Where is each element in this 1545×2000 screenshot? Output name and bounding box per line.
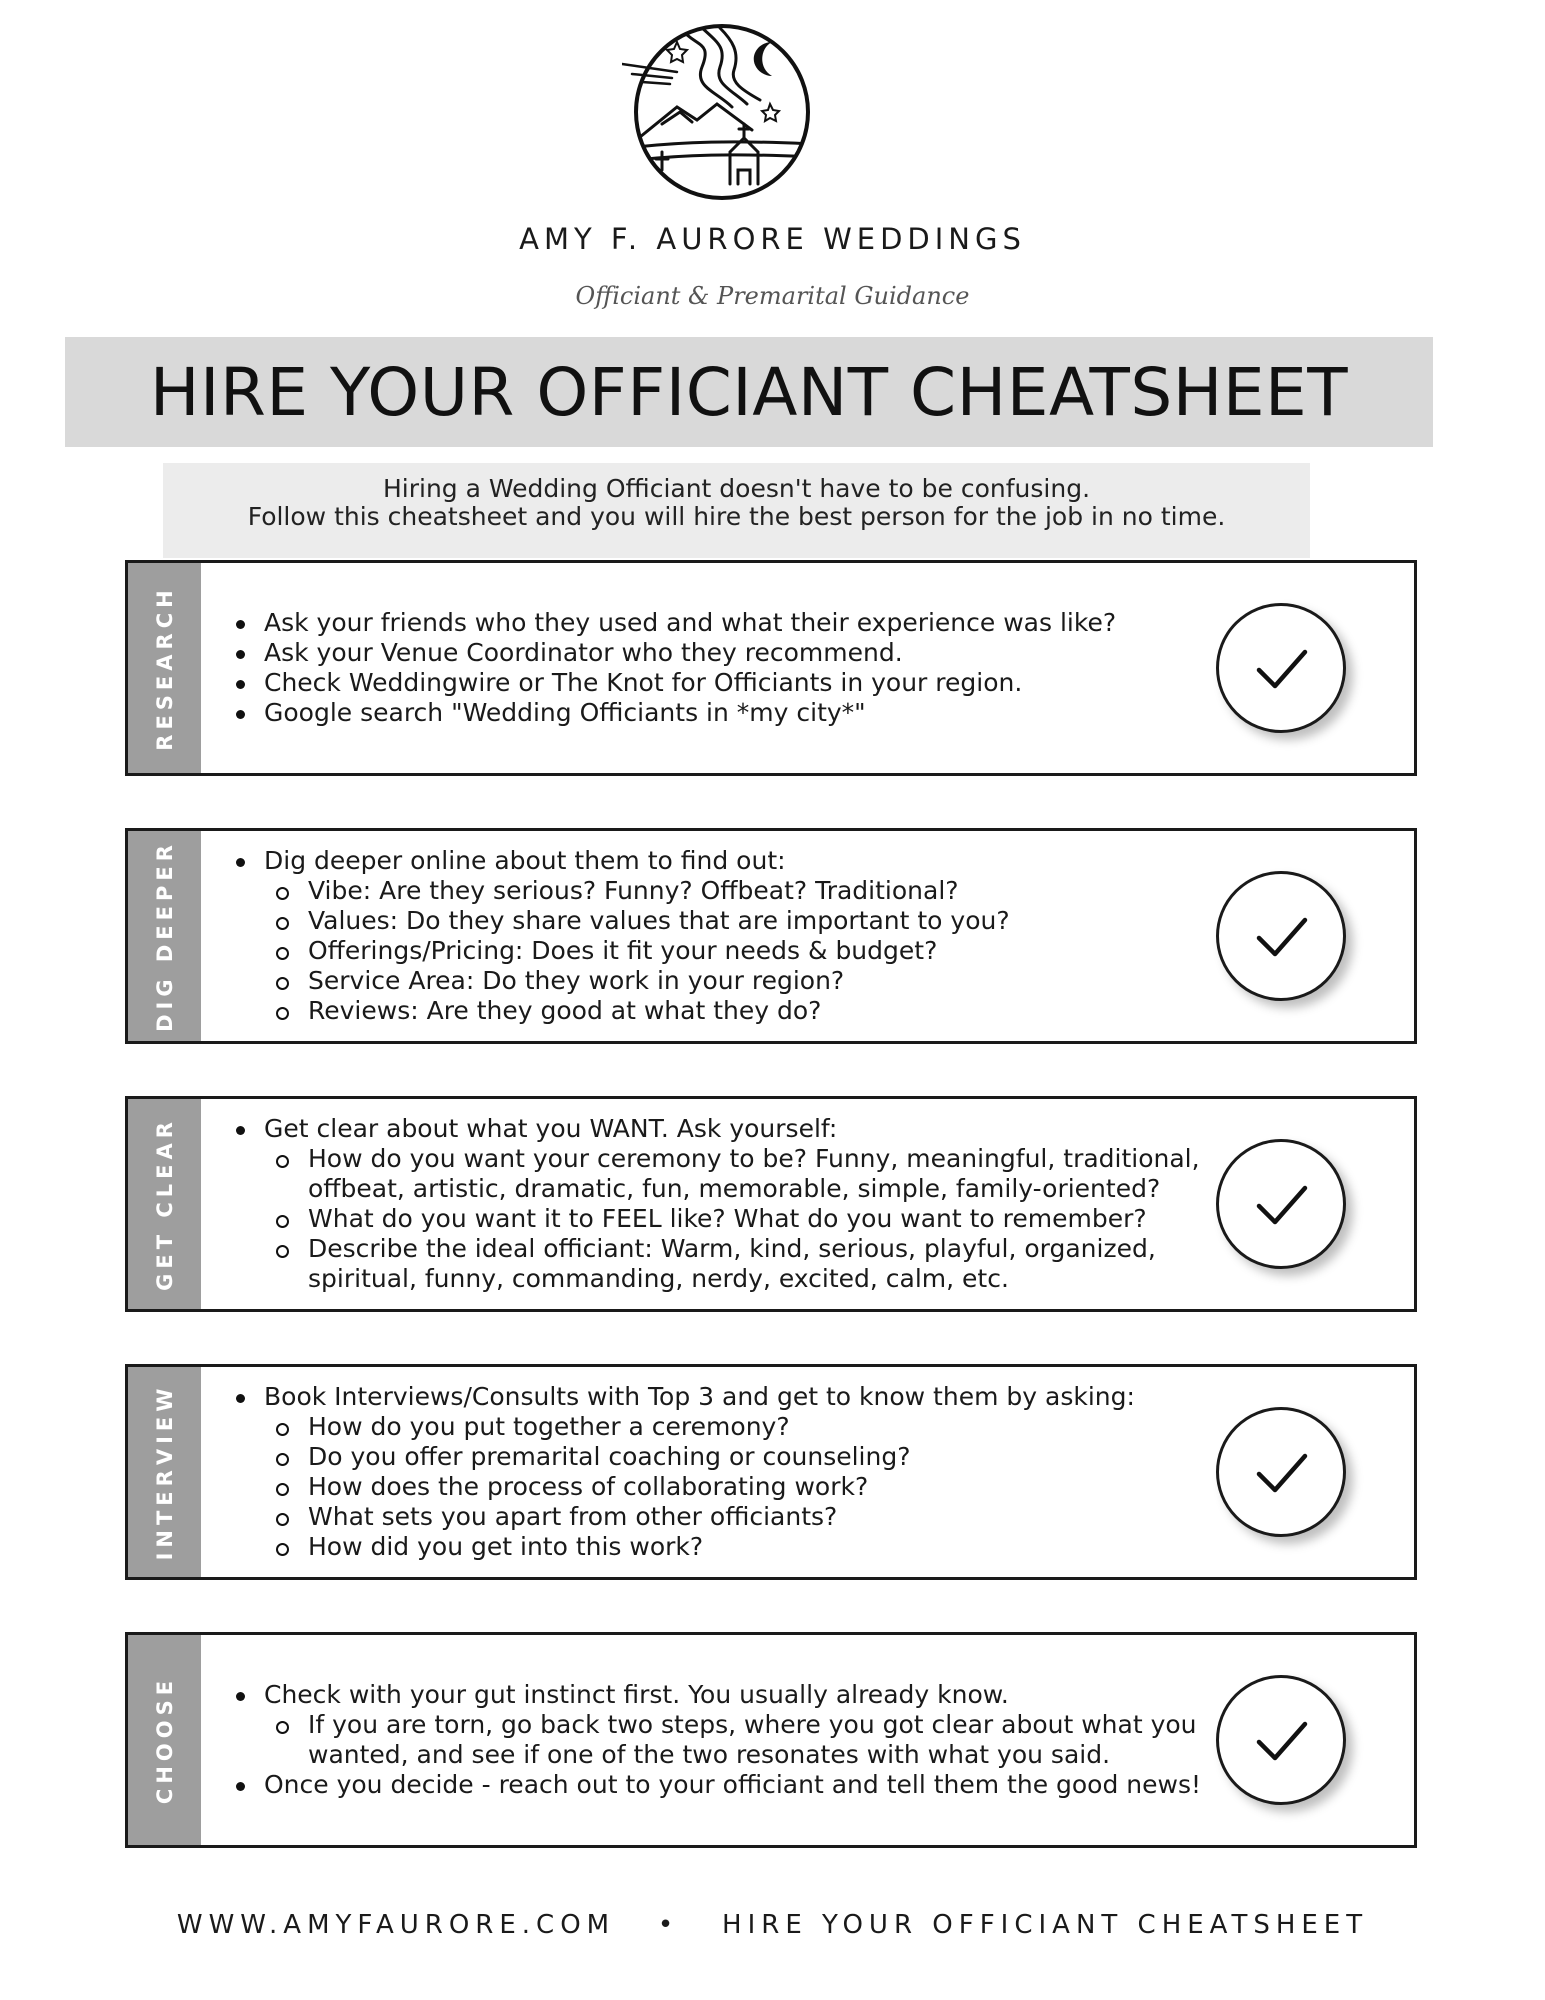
step-label: RESEARCH xyxy=(152,585,177,751)
step-tab xyxy=(128,1635,201,1845)
sub-bullet-item: Offerings/Pricing: Does it fit your needs & budget? xyxy=(228,936,1224,966)
step-card-interview xyxy=(125,1364,1417,1580)
aurora-church-logo xyxy=(622,12,812,202)
sub-bullet-item: Values: Do they share values that are important to you? xyxy=(228,906,1224,936)
bullet-item: Check with your gut instinct first. You usually already know. xyxy=(228,1680,1224,1710)
step-card-dig-deeper xyxy=(125,828,1417,1044)
bullet-item: Dig deeper online about them to find out: xyxy=(228,846,1224,876)
sub-bullet-item: How do you want your ceremony to be? Funny, meaningful, traditional, offbeat, artistic, dramatic, fun, memorable, simple, family-oriented? xyxy=(228,1144,1224,1204)
sub-bullet-item: If you are torn, go back two steps, where you got clear about what you wanted, and see if one of the two resonates with what you said. xyxy=(228,1710,1224,1770)
brand-tagline: Officiant & Premarital Guidance xyxy=(575,282,970,310)
step-body xyxy=(228,831,1224,1041)
checkmark-circle-icon[interactable] xyxy=(1216,1675,1346,1805)
sub-bullet-item: How did you get into this work? xyxy=(228,1532,1224,1562)
step-body xyxy=(228,1635,1224,1845)
bullet-item: Check Weddingwire or The Knot for Officiants in your region. xyxy=(228,668,1224,698)
checkmark-circle-icon[interactable] xyxy=(1216,603,1346,733)
bullet-item: Ask your Venue Coordinator who they recommend. xyxy=(228,638,1224,668)
step-body xyxy=(228,1367,1224,1577)
sub-bullet-item: What sets you apart from other officiants? xyxy=(228,1502,1224,1532)
bullet-item: Once you decide - reach out to your officiant and tell them the good news! xyxy=(228,1770,1224,1800)
step-tab xyxy=(128,831,201,1041)
step-body xyxy=(228,1099,1224,1309)
sub-bullet-item: Vibe: Are they serious? Funny? Offbeat? Traditional? xyxy=(228,876,1224,906)
checkmark-circle-icon[interactable] xyxy=(1216,871,1346,1001)
title-band xyxy=(65,337,1433,447)
brand-name: AMY F. AURORE WEDDINGS xyxy=(519,222,1026,256)
step-label: CHOOSE xyxy=(152,1675,177,1805)
sub-bullet-item: Describe the ideal officiant: Warm, kind, serious, playful, organized, spiritual, funny, commanding, nerdy, excited, calm, etc. xyxy=(228,1234,1224,1294)
sub-bullet-item: Service Area: Do they work in your region? xyxy=(228,966,1224,996)
step-card-research xyxy=(125,560,1417,776)
footer: WWW.AMYFAURORE.COM • HIRE YOUR OFFICIANT CHEATSHEET xyxy=(176,1910,1369,1940)
step-bullet-list xyxy=(228,1114,1224,1294)
intro-line-2: Follow this cheatsheet and you will hire the best person for the job in no time. xyxy=(247,502,1226,531)
sub-bullet-item: How do you put together a ceremony? xyxy=(228,1412,1224,1442)
step-bullet-list xyxy=(228,608,1224,728)
step-bullet-list xyxy=(228,1382,1224,1562)
sub-bullet-item: Reviews: Are they good at what they do? xyxy=(228,996,1224,1026)
step-body xyxy=(228,563,1224,773)
step-bullet-list xyxy=(228,846,1224,1026)
bullet-item: Get clear about what you WANT. Ask yourself: xyxy=(228,1114,1224,1144)
sub-bullet-item: What do you want it to FEEL like? What do you want to remember? xyxy=(228,1204,1224,1234)
step-label: DIG DEEPER xyxy=(152,840,177,1032)
bullet-item: Ask your friends who they used and what their experience was like? xyxy=(228,608,1224,638)
bullet-item: Google search "Wedding Officiants in *my city*" xyxy=(228,698,1224,728)
step-tab xyxy=(128,1099,201,1309)
checkmark-circle-icon[interactable] xyxy=(1216,1407,1346,1537)
checkmark-circle-icon[interactable] xyxy=(1216,1139,1346,1269)
step-card-get-clear xyxy=(125,1096,1417,1312)
step-bullet-list xyxy=(228,1680,1224,1800)
step-label: GET CLEAR xyxy=(152,1117,177,1291)
intro-box xyxy=(163,463,1310,558)
sub-bullet-item: How does the process of collaborating work? xyxy=(228,1472,1224,1502)
step-tab xyxy=(128,1367,201,1577)
page-title: HIRE YOUR OFFICIANT CHEATSHEET xyxy=(149,353,1349,431)
step-tab xyxy=(128,563,201,773)
intro-line-1: Hiring a Wedding Officiant doesn't have to be confusing. xyxy=(382,474,1091,503)
step-card-choose xyxy=(125,1632,1417,1848)
bullet-item: Book Interviews/Consults with Top 3 and get to know them by asking: xyxy=(228,1382,1224,1412)
sub-bullet-item: Do you offer premarital coaching or counseling? xyxy=(228,1442,1224,1472)
step-label: INTERVIEW xyxy=(152,1383,177,1561)
